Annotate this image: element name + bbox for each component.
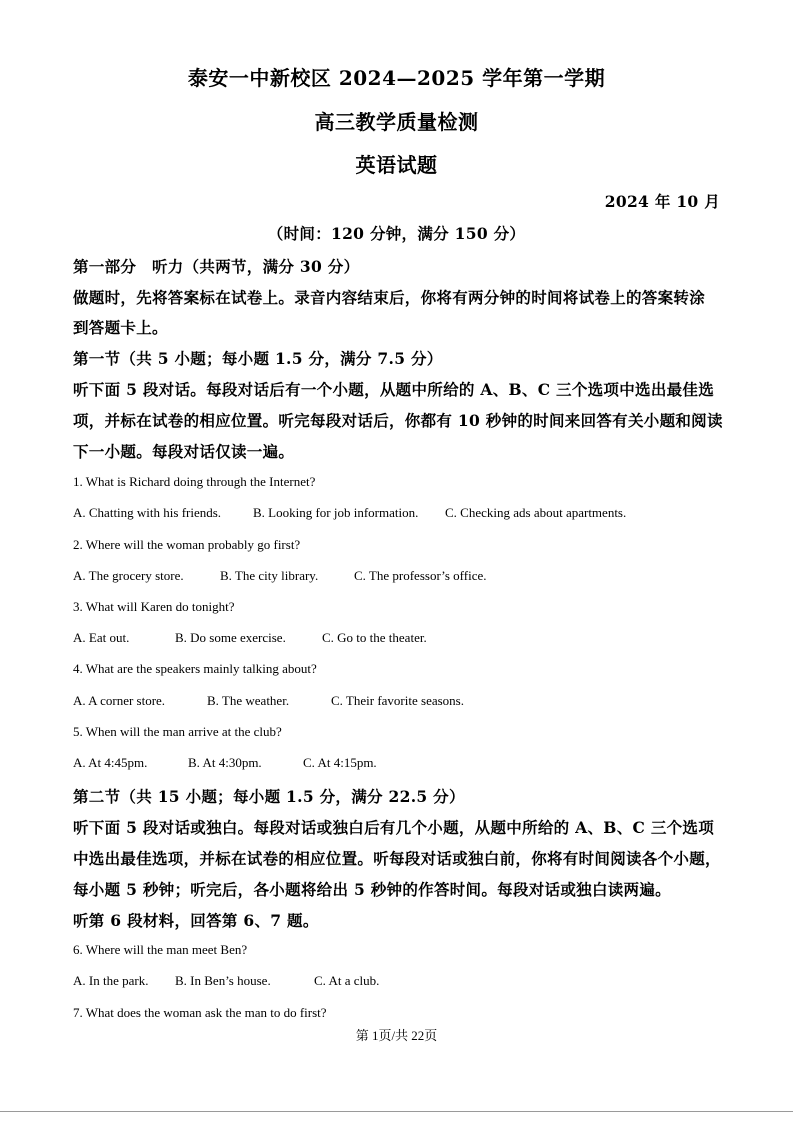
question-4: 4. What are the speakers mainly talking about? [73,661,317,676]
option-a: A. Eat out. [73,630,130,645]
part1-intro-line1: 做题时，先将答案标在试卷上。录音内容结束后，你将有两分钟的时间将试卷上的答案转涂 [73,288,706,307]
option-c: C. Checking ads about apartments. [445,505,627,520]
section1-instr-line2: 项，并标在试卷的相应位置。听完每段对话后，你都有 10 秒钟的时间来回答有关小题和阅读 [73,411,723,430]
question-2: 2. Where will the woman probably go first? [73,537,301,552]
options-4 [73,693,464,709]
question-1: 1. What is Richard doing through the Internet? [73,474,316,489]
option-a: A. In the park. [73,973,149,988]
option-a: A. At 4:45pm. [73,755,148,770]
options-5 [73,755,377,771]
question-5: 5. When will the man arrive at the club? [73,724,282,739]
options-6 [73,973,379,989]
section1-instr-line3: 下一小题。每段对话仅读一遍。 [73,442,295,461]
subject-title: 英语试题 [355,153,438,177]
options-2 [73,568,487,584]
section2-instr-line2: 中选出最佳选项，并标在试卷的相应位置。听每段对话或独白前，你将有时间阅读各个小题， [73,849,721,868]
section2-heading: 第二节（共 15 小题；每小题 1.5 分，满分 22.5 分） [73,787,465,806]
time-info: （时间：120 分钟，满分 150 分） [267,224,526,243]
option-b: B. The weather. [207,693,290,708]
bottom-divider [0,1111,793,1112]
option-a: A. The grocery store. [73,568,184,583]
section2-instr-line1: 听下面 5 段对话或独白。每段对话或独白后有几个小题，从题中所给的 A、B、C 三个选项 [73,818,715,837]
option-c: C. At 4:15pm. [303,755,377,770]
exam-subtitle: 高三教学质量检测 [314,110,479,134]
option-a: A. A corner store. [73,693,166,708]
section1-heading: 第一节（共 5 小题；每小题 1.5 分，满分 7.5 分） [73,349,443,368]
section1-instr-line1: 听下面 5 段对话。每段对话后有一个小题，从题中所给的 A、B、C 三个选项中选出最佳选 [73,380,715,399]
option-b: B. At 4:30pm. [188,755,262,770]
option-c: C. Their favorite seasons. [331,693,464,708]
section2-instr-line3: 每小题 5 秒钟；听完后，各小题将给出 5 秒钟的作答时间。每段对话或独白读两遍。 [73,880,671,899]
options-3 [73,630,427,646]
question-6: 6. Where will the man meet Ben? [73,942,248,957]
exam-title: 泰安一中新校区 2024—2025 学年第一学期 [187,66,606,90]
option-c: C. The professor’s office. [354,568,487,583]
page-number: 第 1页/共 22页 [355,1028,438,1043]
part1-heading: 第一部分 听力（共两节，满分 30 分） [73,257,360,276]
option-b: B. The city library. [220,568,319,583]
option-c: C. Go to the theater. [322,630,427,645]
option-b: B. In Ben’s house. [175,973,271,988]
option-b: B. Do some exercise. [175,630,286,645]
question-7: 7. What does the woman ask the man to do first? [73,1005,327,1020]
question-3: 3. What will Karen do tonight? [73,599,235,614]
exam-date: 2024 年 10 月 [604,192,720,211]
part1-intro-line2: 到答题卡上。 [73,318,168,337]
options-1 [73,505,626,521]
option-a: A. Chatting with his friends. [73,505,222,520]
material-6-heading: 听第 6 段材料，回答第 6、7 题。 [73,911,319,930]
option-b: B. Looking for job information. [253,505,419,520]
option-c: C. At a club. [314,973,380,988]
